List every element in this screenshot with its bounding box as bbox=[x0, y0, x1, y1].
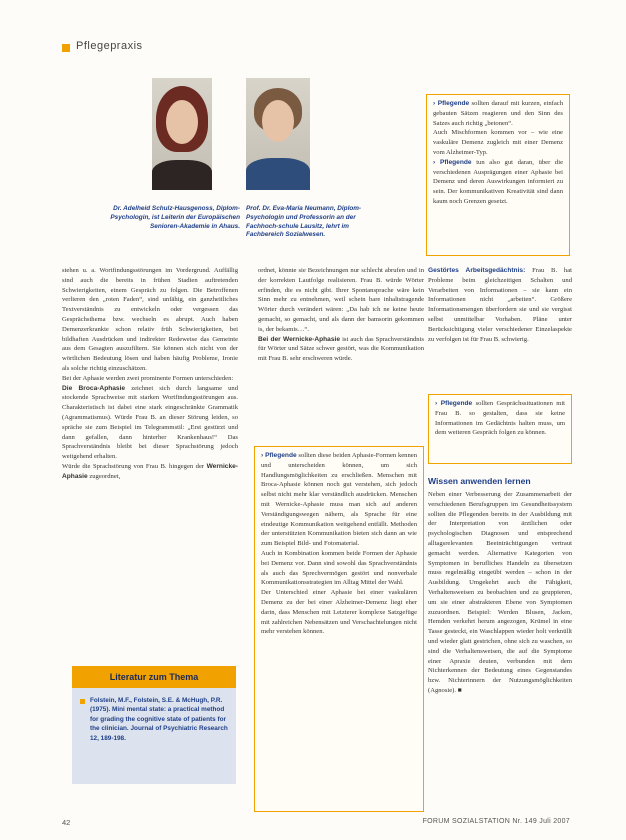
term-broca: Die Broca-Aphasie bbox=[62, 384, 126, 392]
literature-entry bbox=[72, 688, 236, 751]
portrait-photo-left bbox=[152, 78, 212, 190]
paragraph-text: ist auch das Sprachverständnis für Wörter und Sätze schwer gestört, was die Kommunikation mit Frau B. sehr erschweren würde. bbox=[258, 335, 424, 363]
paragraph bbox=[428, 490, 572, 696]
paragraph: ordnet, könnte sie Bezeichnungen nur schlecht abrufen und in der korrekten Lautfolge realisieren. Frau B. würde Wörter erfinden, die es nicht gibt. Ihrer Spontansprache wäre kein Sinn mehr zu entnehmen, weil schein bare inhaltstragende Wörter durch verändert wären: „Da hab ich ne keine heute gemacht, so gemacht, und als dann der bamsorin gekommen is, der bekamis…“. bbox=[258, 267, 424, 333]
text-column-3 bbox=[428, 266, 572, 344]
box-paragraph bbox=[435, 399, 565, 438]
paragraph-text: zeichnet sich durch langsame und stockende Sprachweise mit starken Wortfindungsstörungen aus. Charakteristisch ist dabei eine stark eingeschränkte Grammatik (Agrammatismus). Würde Frau B. an dieser Störung leiden, so spräche sie zum Beispiel im Telegrammstil: „Erst gestürzt und dann gefallen, dann hinterher Krankenhaus!“ Das Sprachverständnis bleibt bei dieser Sprachstörung jedoch weitgehend erhalten. bbox=[62, 384, 238, 461]
box-lead: Pflegende bbox=[440, 158, 472, 166]
box-paragraph bbox=[261, 451, 417, 549]
box-text: sollten Gesprächssituationen mit Frau B. so gestalten, dass sie keine Informationen im Gedächtnis halten muss, um dem weiteren Gespräch folgen zu können. bbox=[435, 400, 565, 437]
box-paragraph bbox=[433, 99, 563, 128]
arrow-icon: › bbox=[435, 400, 441, 407]
box-lead: Pflegende bbox=[440, 400, 473, 407]
info-box-top bbox=[426, 94, 570, 256]
paragraph: stehen u. a. Wortfindungsstörungen im Vordergrund. Auffällig sind auch die bereits in frühen Stadien auftretenden Schwierigkeiten, einem Gespräch zu folgen. Die Betroffenen verlieren den „roten Faden“, sind unfähig, ein ganzheitliches Textverständnis zu entwickeln oder vergessen das Gesprächsthema bzw. wechseln es abrupt. Auch haben Demenzerkrankte schon relativ früh Schwierigkeiten, bei bildhaften Ausdrücken und indirekter Redeweise das Gemeinte aus dem Gesagten auszufiltern. Sie können sich nicht von der wörtlichen Bedeutung lösen und haben häufig Probleme, Ironie als solche richtig einzuschätzen. bbox=[62, 267, 238, 372]
text-column-2 bbox=[258, 266, 424, 364]
paragraph-text: zugeordnet, bbox=[89, 472, 121, 480]
literature-text: Folstein, M.F., Folstein, S.E. & McHugh, P.R. (1975). Mini mental state: a practical method for grading the cognitive state of patients for the clinician. Journal of Psychiatric Research 12, 189-198. bbox=[90, 697, 228, 742]
paragraph bbox=[428, 266, 572, 344]
box-lead: Pflegende bbox=[265, 452, 297, 459]
literature-box bbox=[72, 666, 236, 784]
paragraph bbox=[62, 384, 238, 462]
paragraph-text: Neben einer Verbesserung der Zusammenarbeit der verschiedenen Berufsgruppen im Gesundheitssystem sollten die Pflegenden bereits in der Ausbildung mit der Interpretation von ärztlichen oder psychologischen Diagnosen und entsprechend alltagsrelevanten Beeinträchtigungen vertraut gemacht werden. Alternative Kategorien von Symptomen in berufliches Handeln zu übersetzen muss regelmäßig eingeübt werden – schon in der Ausbildung. Umgekehrt auch die Fähigkeit, Verhaltensweisen zu beobachten und zu gruppieren, um sie einer abstrakteren Ebene von Symptomen zuzuordnen. Beispiel: Werden Blusen, Jacken, Hemden verkehrt herum angezogen, Krümel in eine Tasse gesteckt, ein Waschlappen wieder holt verknüllt und wieder glatt gestrichen, ohne sich zu waschen, so sind die Verhaltensweisen, die auf die Symptome einer Apraxie deuten, verbunden mit dem Nichterkennen der Bedeutung eines Gegenstandes bzw. Nichterinnern der Nutzungsmöglichkeiten (Agnosie). bbox=[428, 491, 572, 694]
subheading: Gestörtes Arbeitsgedächtnis: bbox=[428, 267, 526, 274]
journal-info: FORUM SOZIALSTATION Nr. 149 Juli 2007 bbox=[422, 818, 570, 825]
photo-caption-left: Dr. Adelheid Schulz-Hausgenoss, Diplom-Psychologin, ist Leiterin der Europäischen Senioren-Akademie in Ahaus. bbox=[110, 205, 240, 230]
paragraph bbox=[258, 335, 424, 364]
box-text: sollten darauf mit kurzen, einfach gebauten Sätzen reagieren und den Sinn des Satzes auch richtig „betonen“. bbox=[433, 100, 564, 127]
box-paragraph bbox=[433, 158, 563, 207]
box-text: sollten diese beiden Aphasie-Formen kennen und unterscheiden können, um sich Handlungsmöglichkeiten zu erschließen. Menschen mit Broca-Aphasie können noch gut verstehen, sich jedoch selbst nicht mehr klar verständlich ausdrücken. Menschen mit Wernicke-Aphasie muss man sich auf anderen Verständigungswegen nähern, als Sprache für eine eindeutige Kommunikation weitgehend entfällt. Methoden der unterstützten Kommunikation bieten sich dann an wie zum Beispiel Bild- und Fotomaterial. bbox=[261, 452, 417, 548]
literature-title: Literatur zum Thema bbox=[72, 666, 236, 688]
text-column-1 bbox=[62, 266, 238, 482]
paragraph: Bei der Aphasie werden zwei prominente Formen unterschieden: bbox=[62, 374, 234, 382]
section-title: Pflegepraxis bbox=[76, 40, 143, 52]
box-text: tun also gut daran, über die verschiedenen Ausprägungen einer Aphasie bei Demenz und deren Auswirkungen informiert zu sein. Der kommunikativen Kreativität sind dann kaum noch Grenzen gesetzt. bbox=[433, 158, 563, 205]
arrow-icon: › bbox=[261, 452, 266, 459]
paragraph-text: Frau B. hat Probleme beim gleichzeitigen Schalten und Verarbeiten von Informationen – sie kann ein Informationen nicht „arbeiten“. Größere Informationsmengen überfordern sie und sie vergisst selbst unmittelbar Vorhaben. Pläne unter Berücksichtigung vieler verschiedener Einzelaspekte zu verfolgen ist für Frau B. schwierig. bbox=[428, 267, 572, 343]
box-paragraph: Der Unterschied einer Aphasie bei einer vaskulären Demenz zu der bei einer Alzheimer-Demenz liegt eher darin, dass Menschen mit Letzterer komplexe Satzgefüge mit zahlreichen Nebensätzen und Verschachtelungen nicht mehr verstehen können. bbox=[261, 589, 417, 636]
term-wernicke: Wernicke-Aphasie bbox=[62, 462, 238, 480]
bullet-icon bbox=[80, 699, 85, 704]
page-number: 42 bbox=[62, 818, 71, 827]
box-paragraph: Auch Mischformen kommen vor – wie eine vaskuläre Demenz zugleich mit einer Demenz vom Alzheimer-Typ. bbox=[433, 129, 563, 156]
section-heading: Wissen anwenden lernen bbox=[428, 476, 531, 486]
section-marker bbox=[62, 44, 70, 52]
paragraph-text: Würde die Sprachstörung von Frau B. hingegen der bbox=[62, 462, 205, 470]
end-mark-icon: ■ bbox=[457, 686, 462, 694]
photo-caption-right: Prof. Dr. Eva-Maria Neumann, Diplom-Psychologin und Professorin an der Fachhoch-schule Lausitz, lehrt im Fachbereich Sozialwesen. bbox=[246, 205, 362, 239]
box-paragraph: Auch in Kombination kommen beide Formen der Aphasie bei Demenz vor. Dann sind sowohl das Sprachverständnis als auch das Sprechvermögen gestört und nonverbale Kommunikationsstrategien im Alltag Mittel der Wahl. bbox=[261, 549, 417, 587]
info-box-middle bbox=[254, 446, 424, 812]
arrow-icon: › bbox=[433, 158, 441, 166]
text-column-3-lower bbox=[428, 490, 572, 696]
arrow-icon: › bbox=[433, 100, 438, 107]
box-lead: Pflegende bbox=[437, 100, 470, 107]
info-box-right bbox=[428, 394, 572, 464]
portrait-photo-right bbox=[246, 78, 310, 190]
term-wernicke: Bei der Wernicke-Aphasie bbox=[258, 335, 341, 343]
paragraph bbox=[62, 462, 238, 482]
